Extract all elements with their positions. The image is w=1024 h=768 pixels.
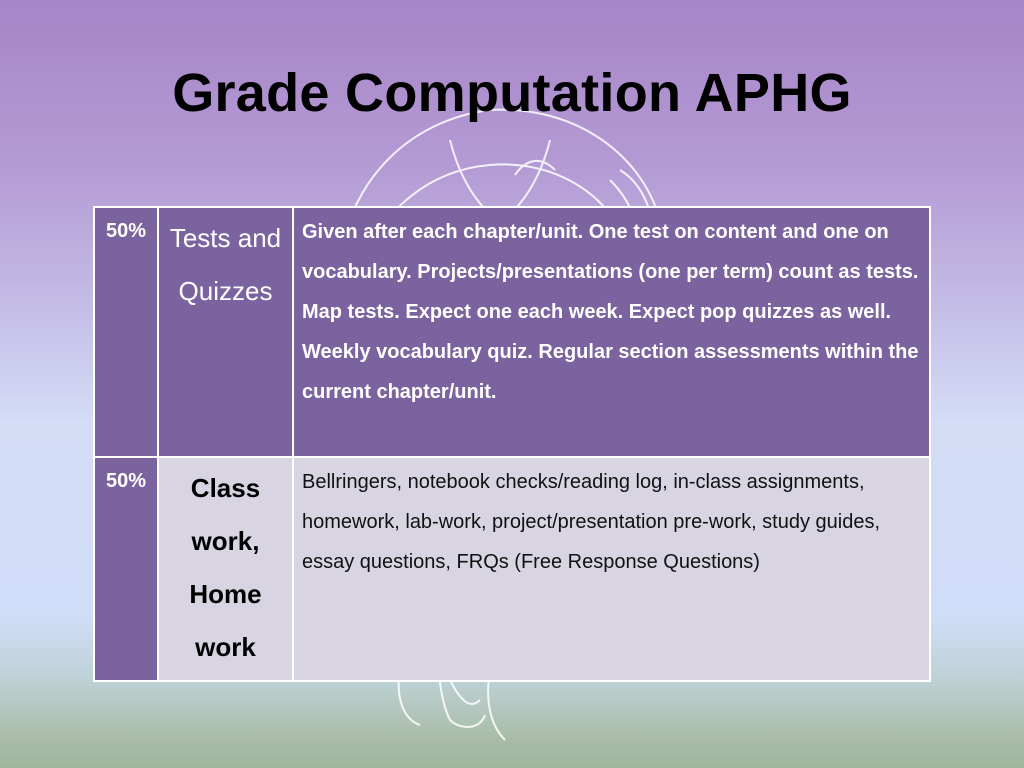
percent-cell: 50% (94, 457, 158, 681)
category-cell: Tests and Quizzes (158, 207, 293, 457)
grade-table (93, 206, 931, 682)
table-row (94, 207, 930, 457)
table-row (94, 457, 930, 681)
description-cell: Bellringers, notebook checks/reading log, in-class assignments, homework, lab-work, project/presentation pre-work, study guides, essay questions, FRQs (Free Response Questions) (293, 457, 930, 681)
slide-title: Grade Computation APHG (172, 63, 852, 123)
category-cell: Class work, Home work (158, 457, 293, 681)
percent-cell: 50% (94, 207, 158, 457)
description-cell: Given after each chapter/unit. One test on content and one on vocabulary. Projects/presentations (one per term) count as tests. Map tests. Expect one each week. Expect pop quizzes as well. Weekly vocabulary quiz. Regular section assessments within the current chapter/unit. (293, 207, 930, 457)
